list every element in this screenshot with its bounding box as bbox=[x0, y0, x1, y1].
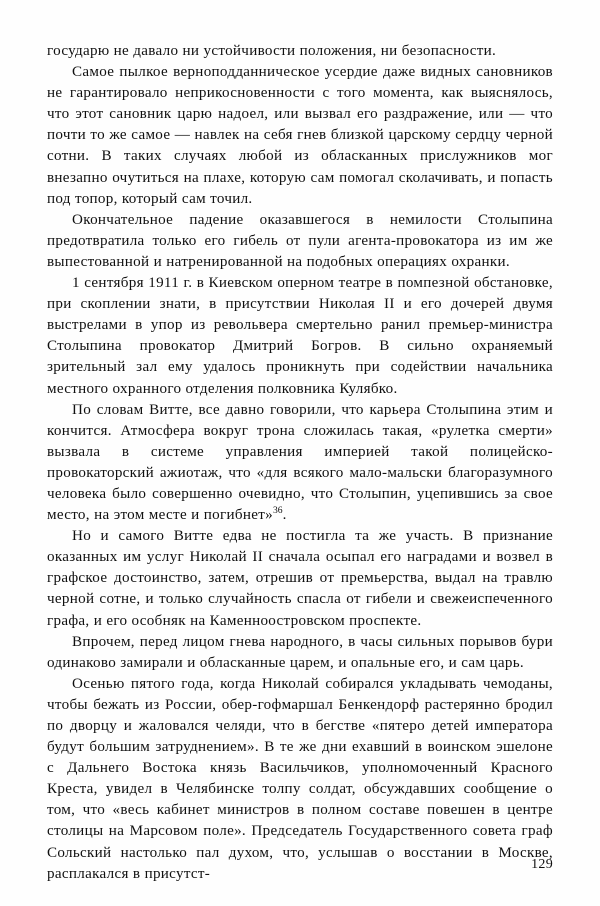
paragraph-8: Осенью пятого года, когда Николай собирался укладывать чемоданы, чтобы бежать из России, обер-гофмаршал Бенкендорф растерянно бродил по дворцу и жаловался челяди, что в бегстве «пятеро детей императора будут большим затруднением». В те же дни ехавший в воинском эшелоне с Дальнего Востока князь Васильчиков, уполномоченный Красного Креста, увидел в Челябинске толпу солдат, обсуждавших сообщение о том, что «весь кабинет министров в полном составе повешен в центре столицы на Марсовом поле». Председатель Государственного совета граф Сольский настолько пал духом, что, услышав о восстании в Москве, расплакался в присутст- bbox=[47, 675, 553, 882]
paragraph-2: Самое пылкое верноподданническое усердие даже видных сановников не гарантировало неприкосновенности с того момента, как выяснялось, что этот сановник царю надоел, или вызвал его раздражение, или — что почти то же самое — навлек на себя гнев близкой царскому сердцу черной сотни. В таких случаях любой из обласканных прислужников мог внезапно очутиться на плахе, которую сам помогал сколачивать, и попасть под топор, который сам точил. bbox=[47, 64, 553, 207]
page-number: 129 bbox=[531, 857, 553, 872]
paragraph-1: государю не давало ни устойчивости положения, ни безопасности. bbox=[47, 43, 497, 59]
paragraph-4: 1 сентября 1911 г. в Киевском оперном театре в помпезной обстановке, при скоплении знати, в присутствии Николая II и его дочерей двумя выстрелами в упор из револьвера смертельно ранил премьер-министра Столыпина провокатор Дмитрий Богров. В сильно охраняемый зрительный зал ему удалось проникнуть при содействии начальника местного охранного отделения полковника Кулябко. bbox=[47, 275, 553, 397]
paragraph-6: Но и самого Витте едва не постигла та же участь. В признание оказанных им услуг Николай II сначала осыпал его наградами и возвел в графское достоинство, затем, отрешив от премьерства, выдал на травлю черной сотне, и только случайность спасла от гибели и свежеиспеченного графа, и его особняк на Каменноостровском проспекте. bbox=[47, 528, 553, 629]
paragraph-3: Окончательное падение оказавшегося в немилости Столыпина предотвратила только его гибель от пули агента-провокатора из им же выпестованной и натренированной на подобных операциях охранки. bbox=[47, 211, 553, 270]
paragraph-5-tail: . bbox=[282, 507, 287, 524]
footnote-marker-36: 36 bbox=[272, 505, 283, 517]
page-text-block bbox=[47, 41, 553, 885]
paragraph-5-text: По словам Витте, все давно говорили, что карьера Столыпина этим и кончится. Атмосфера вокруг трона сложилась такая, «рулетка смерти» вызвала в системе управления империей такой полицейско-провокаторский ажиотаж, что «для всякого мало-мальски благоразумного человека было совершенно очевидно, что Столыпин, уцепившись за свое место, на этом месте и погибнет» bbox=[47, 401, 553, 524]
paragraph-7: Впрочем, перед лицом гнева народного, в часы сильных порывов бури одинаково замирали и обласканные царем, и опальные его, и сам царь. bbox=[47, 633, 553, 671]
paragraph-5 bbox=[47, 400, 553, 527]
